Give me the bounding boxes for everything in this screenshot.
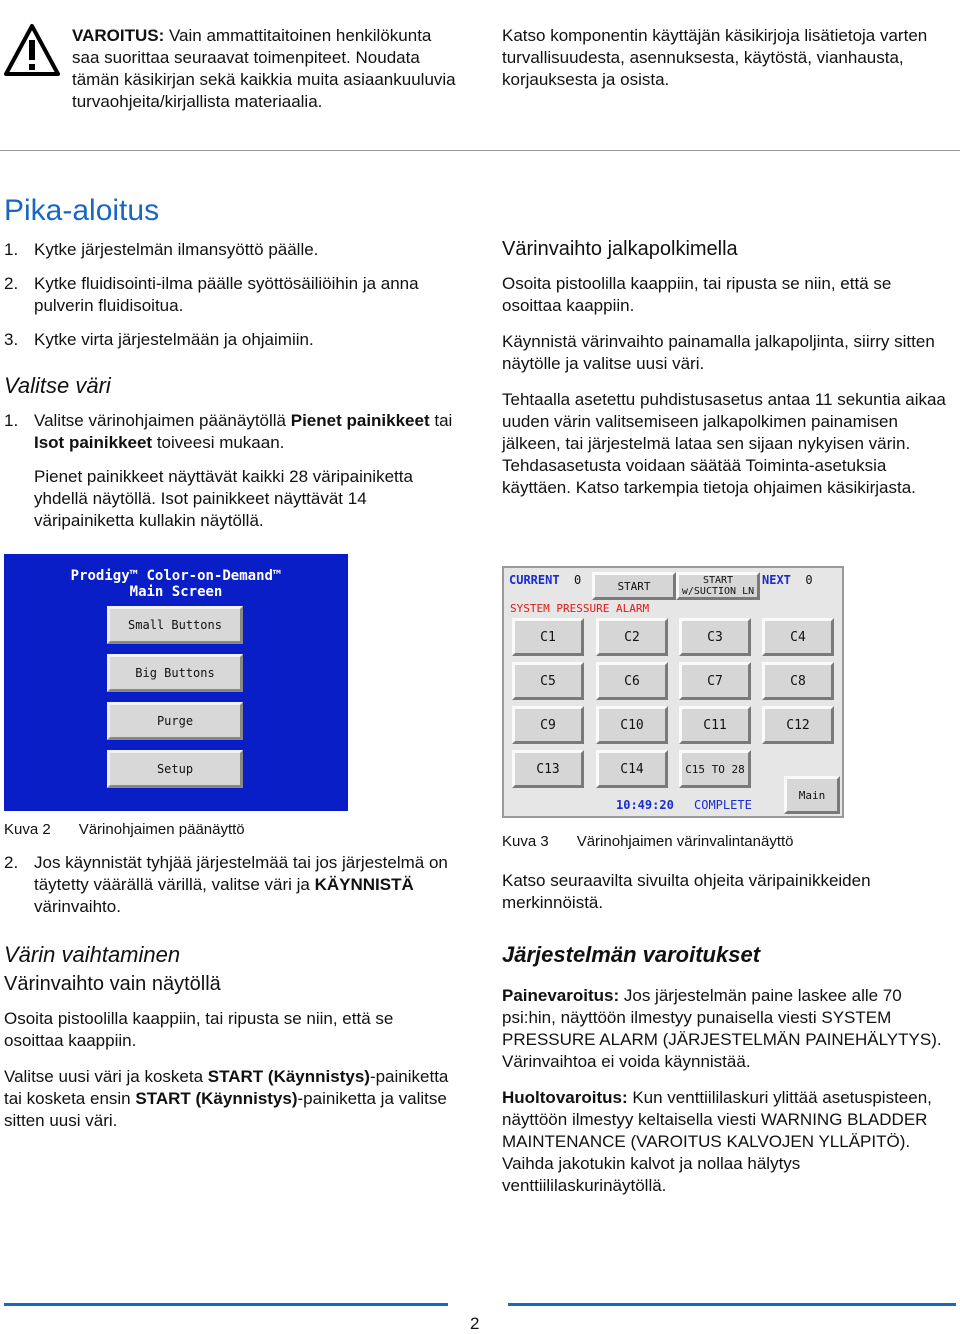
color-select-screen-image: [502, 566, 844, 818]
color-button-c11[interactable]: C11: [679, 706, 751, 744]
start-button[interactable]: START: [592, 572, 676, 600]
warning-triangle-icon: [4, 22, 60, 78]
current-label: CURRENT 0: [509, 573, 582, 587]
system-warnings-title: Järjestelmän varoitukset: [502, 942, 761, 967]
screen1-title: Prodigy™ Color-on-Demand™: [70, 568, 282, 584]
color-button-c5[interactable]: C5: [512, 662, 584, 700]
screen1-subtitle: Main Screen: [129, 584, 223, 600]
foot-pedal-text: Osoita pistoolilla kaappiin, tai ripusta se niin, että se osoittaa kaappiin. Käynnistä värinvaihto painamalla jalkapoljinta, siirry sitten näytölle ja valitse uusi väri. Tehtaalla asetettu puhdistusasetus antaa 11 sekuntia aikaa uuden värin valitsemiseen jalkapolkimen painamisen jälkeen, tai järjestelmä lataa sen sijaan nykyisen värin. Tehdasasetusta voidaan säätää Toiminta-asetuksia käyttäen. Katso tarkempia tietoja ohjaimen käsikirjasta.: [502, 274, 946, 497]
purge-button[interactable]: Purge: [107, 702, 243, 740]
small-buttons-button[interactable]: Small Buttons: [107, 606, 243, 644]
select-color-step-2: 2. Jos käynnistät tyhjää järjestelmää tai jos järjestelmä on täytetty väärällä värillä, valitse väri ja KÄYNNISTÄ värinvaihto.: [4, 853, 448, 916]
page-number: 2: [470, 1314, 480, 1333]
next-label: NEXT 0: [762, 573, 813, 587]
quickstart-step-1: 1. Kytke järjestelmän ilmansyöttö päälle.: [4, 240, 319, 259]
warning-right-text: Katso komponentin käyttäjän käsikirjoja lisätietoja varten turvallisuudesta, asennuksesta, käytöstä, vianhausta, korjauksesta ja osista.: [502, 26, 928, 89]
figure-2-caption: Kuva 2 Värinohjaimen päänäyttö: [4, 821, 245, 838]
system-pressure-alarm: SYSTEM PRESSURE ALARM: [510, 602, 650, 615]
quickstart-steps: [4, 239, 454, 363]
screen-time: 10:49:20: [616, 798, 674, 812]
quickstart-step-3: 3. Kytke virta järjestelmään ja ohjaimiin.: [4, 330, 314, 349]
footer-rule-right: [508, 1303, 956, 1306]
change-color-text: Osoita pistoolilla kaappiin, tai ripusta se niin, että se osoittaa kaappiin. Valitse uusi väri ja kosketa START (Käynnistys)-painiketta tai kosketa ensin START (Käynnistys)-painiketta ja valitse sitten uusi väri.: [4, 1009, 449, 1130]
start-suction-button[interactable]: START w/SUCTION LN: [676, 572, 760, 600]
color-button-c9[interactable]: C9: [512, 706, 584, 744]
figure-3-caption: Kuva 3 Värinohjaimen värinvalintanäyttö: [502, 833, 794, 850]
color-button-c7[interactable]: C7: [679, 662, 751, 700]
screen-status: COMPLETE: [694, 798, 752, 812]
quickstart-step-2: 2. Kytke fluidisointi-ilma päälle syöttösäiliöihin ja anna pulverin fluidisoitua.: [4, 274, 419, 315]
quickstart-title: Pika-aloitus: [4, 194, 160, 227]
color-button-c15-to-28[interactable]: C15 TO 28: [679, 750, 751, 788]
select-color-title: Valitse väri: [4, 373, 111, 398]
color-button-c13[interactable]: C13: [512, 750, 584, 788]
setup-button[interactable]: Setup: [107, 750, 243, 788]
main-screen-image: [4, 554, 348, 811]
color-button-c10[interactable]: C10: [596, 706, 668, 744]
divider: [0, 150, 960, 151]
change-color-title: Värin vaihtaminen: [4, 942, 181, 967]
main-button[interactable]: Main: [784, 776, 840, 814]
foot-pedal-title: Värinvaihto jalkapolkimella: [502, 238, 738, 260]
see-next-pages-text: Katso seuraavilta sivuilta ohjeita väripainikkeiden merkinnöistä.: [502, 871, 871, 912]
color-button-c12[interactable]: C12: [762, 706, 834, 744]
change-color-subtitle: Värinvaihto vain näytöllä: [4, 973, 221, 995]
color-button-c3[interactable]: C3: [679, 618, 751, 656]
warning-text: VAROITUS: Vain ammattitaitoinen henkilökunta saa suorittaa seuraavat toimenpiteet. Noudata tämän käsikirjan sekä kaikkia muita asiaankuuluvia turvaohjeita/kirjallista materiaalia.: [72, 26, 456, 111]
footer-rule-left: [4, 1303, 448, 1306]
color-button-c1[interactable]: C1: [512, 618, 584, 656]
color-button-c8[interactable]: C8: [762, 662, 834, 700]
select-color-step-1: 1. Valitse värinohjaimen päänäytöllä Pienet painikkeet tai Isot painikkeet toiveesi mukaan. Pienet painikkeet näyttävät kaikki 28 väripainiketta yhdellä näytöllä. Isot painikkeet näyttävät 14 väripainiketta kullakin näytöllä.: [4, 411, 453, 530]
color-button-c2[interactable]: C2: [596, 618, 668, 656]
system-warnings-text: Painevaroitus: Jos järjestelmän paine laskee alle 70 psi:hin, näyttöön ilmestyy punaisella viesti SYSTEM PRESSURE ALARM (JÄRJESTELMÄN PAINEHÄLYTYS). Värinvaihtoa ei voida käynnistää. Huoltovaroitus: Kun venttiililaskuri ylittää asetuspisteen, näyttöön ilmestyy keltaisella viesti WARNING BLADDER MAINTENANCE (VAROITUS KALVOJEN YLLÄPITÖ). Vaihda jakotukin kalvot ja nollaa hälytys venttiililaskurinäytöllä.: [502, 986, 942, 1195]
color-button-c14[interactable]: C14: [596, 750, 668, 788]
color-button-c4[interactable]: C4: [762, 618, 834, 656]
big-buttons-button[interactable]: Big Buttons: [107, 654, 243, 692]
color-button-c6[interactable]: C6: [596, 662, 668, 700]
